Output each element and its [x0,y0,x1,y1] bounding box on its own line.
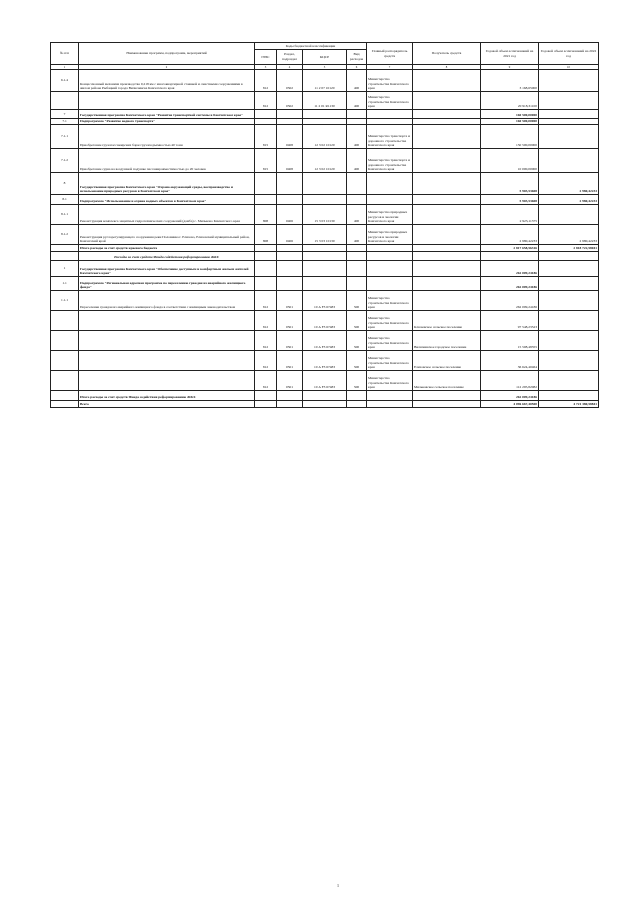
row-num-cell: 8 [51,173,79,195]
row-2022-cell: 4 721 380,58841 [539,401,599,408]
row-2021-cell: 97 548,23523 [481,311,539,331]
row-2021-cell: 36 624,40464 [481,351,539,371]
row-razdel-cell: 0408 [277,149,303,173]
row-ksr-cell: 12 3 02 10120 [303,149,347,173]
row-name-cell: Концессионный механизм производства 0,218 км с многоквартирной стоянкой и очистными сооружениями в жилом районе Рыбацкий города Вилючинска Камчатского края [79,70,255,92]
row-2021-cell: 5 903,53608 [481,195,539,205]
table-row [51,225,599,245]
row-razdel-cell: 0501 [277,371,303,391]
row-2022-cell [539,149,599,173]
row-vr-cell: 500 [347,291,367,311]
row-glavny-cell: Министерство строительства Камчатского края [367,351,413,371]
row-vr-cell [347,252,367,261]
row-grbs-cell [255,195,277,205]
row-num-cell: 7 [51,110,79,119]
table-row [51,110,599,119]
row-glavny-cell [367,277,413,291]
row-ksr-cell: 10 А F3 67483 [303,371,347,391]
row-grbs-cell: 812 [255,331,277,351]
row-vr-cell [347,401,367,408]
row-ksr-cell: 11 2 07 10120 [303,70,347,92]
column-index-cell: 1 [51,65,79,70]
row-vr-cell: 500 [347,331,367,351]
table-row [51,195,599,205]
row-num-cell: 8.1 [51,195,79,205]
row-2022-cell [539,205,599,225]
row-num-cell: 8.1.2 [51,225,79,245]
row-ksr-cell: 15 3 03 10130 [303,205,347,225]
row-razdel-cell [277,277,303,291]
row-2021-cell: 2 923,11375 [481,205,539,225]
row-num-cell: 7.1.2 [51,149,79,173]
row-razdel-cell: 0502 [277,92,303,110]
row-razdel-cell: 0501 [277,291,303,311]
row-name-cell: Приобретение грузопассажирских барж грузоподъемностью 40 тонн [79,125,255,149]
row-num-cell: 1 [51,261,79,277]
row-name-cell: Подпрограмма "Региональная адресная программа по переселению граждан из аварийного жилищного фонда" [79,277,255,291]
table-row [51,391,599,401]
row-2022-cell [539,371,599,391]
row-vr-cell [347,110,367,119]
col-header-ksr: КЦСР [303,50,347,65]
row-2022-cell [539,70,599,92]
row-grbs-cell: 808 [255,225,277,245]
row-num-cell: 8.1.1 [51,205,79,225]
row-grbs-cell: 812 [255,371,277,391]
row-num-cell: 1.1.1 [51,291,79,311]
row-2022-cell [539,391,599,401]
row-2022-cell: 2 980,42233 [539,225,599,245]
row-razdel-cell [277,110,303,119]
row-name-cell: Приобретение судна на воздушной подушке пассажировместимостью до 20 человек [79,149,255,173]
row-num-cell [51,252,79,261]
row-poluch-cell [413,291,481,311]
row-2021-cell: 4 096 667,40500 [481,401,539,408]
row-poluch-cell [413,125,481,149]
table-row [51,92,599,110]
row-grbs-cell: 808 [255,205,277,225]
row-2021-cell: 2 817 658,56316 [481,245,539,252]
row-2021-cell: 20 918,31100 [481,92,539,110]
row-grbs-cell [255,391,277,401]
row-num-cell [51,92,79,110]
table-row [51,311,599,331]
row-2022-cell: 2 818 722,58041 [539,245,599,252]
row-2022-cell [539,252,599,261]
row-grbs-cell: 812 [255,291,277,311]
table-row [51,245,599,252]
row-2022-cell [539,261,599,277]
row-2021-cell: 262 009,24186 [481,291,539,311]
row-2022-cell: 2 980,42233 [539,173,599,195]
row-glavny-cell [367,110,413,119]
table-row [51,277,599,291]
row-num-cell: 6.1.4 [51,70,79,92]
row-2022-cell [539,92,599,110]
col-header-glavny: Главный распорядитель средств [367,43,413,65]
row-poluch-cell [413,205,481,225]
row-num-cell [51,401,79,408]
row-2022-cell [539,351,599,371]
row-2022-cell [539,311,599,331]
row-razdel-cell [277,391,303,401]
row-2021-cell: 262 009,24186 [481,261,539,277]
row-ksr-cell: 10 А F3 67483 [303,291,347,311]
row-razdel-cell: 0501 [277,331,303,351]
row-razdel-cell: 0408 [277,125,303,149]
column-index-cell: 8 [413,65,481,70]
row-grbs-cell [255,245,277,252]
row-glavny-cell [367,401,413,408]
column-index-cell: 6 [347,65,367,70]
row-poluch-cell: Елизовское сельское поселение [413,351,481,371]
row-num-cell [51,391,79,401]
row-name-cell [79,371,255,391]
row-glavny-cell [367,195,413,205]
row-ksr-cell [303,401,347,408]
row-poluch-cell [413,110,481,119]
row-2022-cell [539,277,599,291]
row-razdel-cell [277,195,303,205]
row-ksr-cell [303,261,347,277]
row-2022-cell: 2 980,42233 [539,195,599,205]
table-row [51,149,599,173]
row-name-cell: Расходы за счет средств Фонда содействия реформированию ЖКХ [79,252,255,261]
row-glavny-cell [367,261,413,277]
row-vr-cell: 400 [347,70,367,92]
col-header-num: № п/п [51,43,79,65]
row-2021-cell: 160 500,00000 [481,110,539,119]
col-header-poluch: Получатель средств [413,43,481,65]
row-ksr-cell [303,391,347,401]
row-vr-cell [347,391,367,401]
row-razdel-cell: 0501 [277,311,303,331]
row-name-cell: Итого расходы за счет средств краевого бюджета [79,245,255,252]
row-2022-cell [539,331,599,351]
column-index-cell: 4 [277,65,303,70]
row-2022-cell [539,110,599,119]
row-vr-cell: 400 [347,205,367,225]
col-header-codes-group: Коды бюджетной классификации [255,43,367,50]
row-name-cell [79,351,255,371]
row-vr-cell [347,173,367,195]
row-grbs-cell: 812 [255,70,277,92]
col-header-2022: Годовой объем ассигнований на 2022 год [539,43,599,65]
row-vr-cell [347,277,367,291]
row-poluch-cell [413,173,481,195]
row-poluch-cell: Мильковское сельское поселение [413,371,481,391]
column-index-cell: 9 [481,65,539,70]
row-poluch-cell [413,391,481,401]
row-poluch-cell [413,401,481,408]
row-name-cell: Реконструкция комплекса защитных гидротехнических сооружений (дамба) с. Мильково Камчатского края [79,205,255,225]
row-vr-cell [347,261,367,277]
row-2021-cell: 262 009,24186 [481,277,539,291]
row-glavny-cell: Министерство природных ресурсов и экологии Камчатского края [367,205,413,225]
row-2021-cell: 15 508,48355 [481,331,539,351]
table-row [51,173,599,195]
row-vr-cell: 400 [347,125,367,149]
row-grbs-cell: 812 [255,92,277,110]
row-razdel-cell [277,252,303,261]
budget-table [50,42,599,408]
row-grbs-cell: 812 [255,351,277,371]
row-poluch-cell [413,149,481,173]
column-index-cell: 10 [539,65,599,70]
row-vr-cell [347,195,367,205]
table-row [51,371,599,391]
row-ksr-cell [303,245,347,252]
row-num-cell [51,331,79,351]
row-glavny-cell: Министерство транспорта и дорожного строительства Камчатского края [367,149,413,173]
row-poluch-cell [413,277,481,291]
row-2021-cell: 3 168,65000 [481,70,539,92]
table-row [51,205,599,225]
row-glavny-cell: Министерство строительства Камчатского края [367,331,413,351]
row-glavny-cell: Министерство природных ресурсов и экологии Камчатского края [367,225,413,245]
table-row [51,252,599,261]
row-glavny-cell [367,252,413,261]
row-razdel-cell: 0406 [277,205,303,225]
row-num-cell: 1.1 [51,277,79,291]
row-vr-cell: 500 [347,351,367,371]
row-ksr-cell: 15 3 03 10130 [303,225,347,245]
row-glavny-cell [367,245,413,252]
budget-table-sheet [50,42,598,408]
row-name-cell: Государственная программа Камчатского края "Развитие транспортной системы в Камчатском крае" [79,110,255,119]
row-razdel-cell: 0406 [277,225,303,245]
row-grbs-cell: 815 [255,149,277,173]
col-header-vr: Вид расходов [347,50,367,65]
row-2021-cell [481,252,539,261]
column-index-cell: 3 [255,65,277,70]
row-ksr-cell [303,110,347,119]
row-razdel-cell [277,245,303,252]
row-poluch-cell [413,70,481,92]
row-name-cell [79,331,255,351]
row-ksr-cell: 10 А F3 67483 [303,331,347,351]
col-header-name: Наименование программ, подпрограмм, мероприятий [79,43,255,65]
table-row [51,331,599,351]
row-glavny-cell: Министерство строительства Камчатского края [367,92,413,110]
column-index-cell: 2 [79,65,255,70]
row-name-cell: Государственная программа Камчатского края "Охрана окружающей среды, воспроизводство и использование природных ресурсов в Камчатском крае" [79,173,255,195]
table-body [51,70,599,408]
row-2021-cell: 10 000,00000 [481,149,539,173]
row-name-cell: Подпрограмма "Использование и охрана водных объектов в Камчатском крае" [79,195,255,205]
row-ksr-cell: 12 3 02 10120 [303,125,347,149]
row-num-cell: 7.1.1 [51,125,79,149]
row-grbs-cell [255,261,277,277]
row-ksr-cell: 11 2 01 R1130 [303,92,347,110]
row-num-cell [51,311,79,331]
row-name-cell: Переселение граждан из аварийного жилищного фонда в соответствии с жилищным законодательством [79,291,255,311]
row-grbs-cell [255,252,277,261]
row-razdel-cell: 0502 [277,70,303,92]
row-ksr-cell: 10 А F3 67483 [303,311,347,331]
row-name-cell: Подпрограмма "Развитие водного транспорта" [79,119,255,125]
row-poluch-cell: Ключевское сельское поселение [413,311,481,331]
row-2022-cell [539,125,599,149]
row-name-cell [79,311,255,331]
row-razdel-cell [277,173,303,195]
row-num-cell [51,351,79,371]
row-2022-cell [539,291,599,311]
row-num-cell [51,371,79,391]
row-glavny-cell: Министерство строительства Камчатского края [367,70,413,92]
row-grbs-cell: 812 [255,311,277,331]
table-row [51,401,599,408]
row-poluch-cell [413,195,481,205]
row-vr-cell: 400 [347,92,367,110]
row-grbs-cell [255,401,277,408]
row-razdel-cell [277,401,303,408]
row-poluch-cell [413,252,481,261]
column-index-cell: 7 [367,65,413,70]
row-name-cell: Всего [79,401,255,408]
row-glavny-cell: Министерство транспорта и дорожного строительства Камчатского края [367,125,413,149]
row-2021-cell: 160 500,00000 [481,119,539,125]
row-name-cell [79,92,255,110]
row-vr-cell: 500 [347,311,367,331]
row-num-cell: 7.1 [51,119,79,125]
row-poluch-cell [413,245,481,252]
column-index-cell: 5 [303,65,347,70]
row-ksr-cell: 10 А F3 67483 [303,351,347,371]
row-2021-cell: 112 295,82082 [481,371,539,391]
row-poluch-cell: Вилючинское городское поселение [413,331,481,351]
row-grbs-cell [255,110,277,119]
row-poluch-cell [413,261,481,277]
row-poluch-cell [413,92,481,110]
page-footer-mark: 1 [337,883,339,888]
table-row [51,70,599,92]
col-header-grbs: ГРБС [255,50,277,65]
row-2021-cell: 262 009,24186 [481,391,539,401]
row-razdel-cell: 0501 [277,351,303,371]
table-row [51,261,599,277]
row-num-cell [51,245,79,252]
row-ksr-cell [303,277,347,291]
row-poluch-cell [413,225,481,245]
row-name-cell: Государственная программа Камчатского края "Обеспечение доступным и комфортным жильем жителей Камчатского края" [79,261,255,277]
row-ksr-cell [303,173,347,195]
table-row [51,351,599,371]
table-row [51,291,599,311]
row-2021-cell: 150 500,00000 [481,125,539,149]
row-glavny-cell [367,391,413,401]
row-glavny-cell: Министерство строительства Камчатского края [367,371,413,391]
row-razdel-cell [277,261,303,277]
col-header-razdel: Раздел, подраздел [277,50,303,65]
row-grbs-cell [255,277,277,291]
row-name-cell: Реконструкция руслорегулирующего сооружения реки Половинка г. Елизово, Елизовский муниципальный район, Камчатский край [79,225,255,245]
row-vr-cell: 400 [347,149,367,173]
table-row [51,125,599,149]
row-vr-cell: 500 [347,371,367,391]
row-ksr-cell [303,252,347,261]
row-grbs-cell: 815 [255,125,277,149]
row-ksr-cell [303,195,347,205]
row-glavny-cell [367,173,413,195]
col-header-2021: Годовой объем ассигнований на 2021 год [481,43,539,65]
row-2021-cell: 2 980,42233 [481,225,539,245]
row-grbs-cell [255,173,277,195]
row-glavny-cell: Министерство строительства Камчатского края [367,311,413,331]
row-vr-cell: 400 [347,225,367,245]
row-2021-cell: 5 903,53608 [481,173,539,195]
row-vr-cell [347,245,367,252]
row-name-cell: Итого расходы за счет средств Фонда содействия реформированию ЖКХ [79,391,255,401]
row-glavny-cell: Министерство строительства Камчатского края [367,291,413,311]
